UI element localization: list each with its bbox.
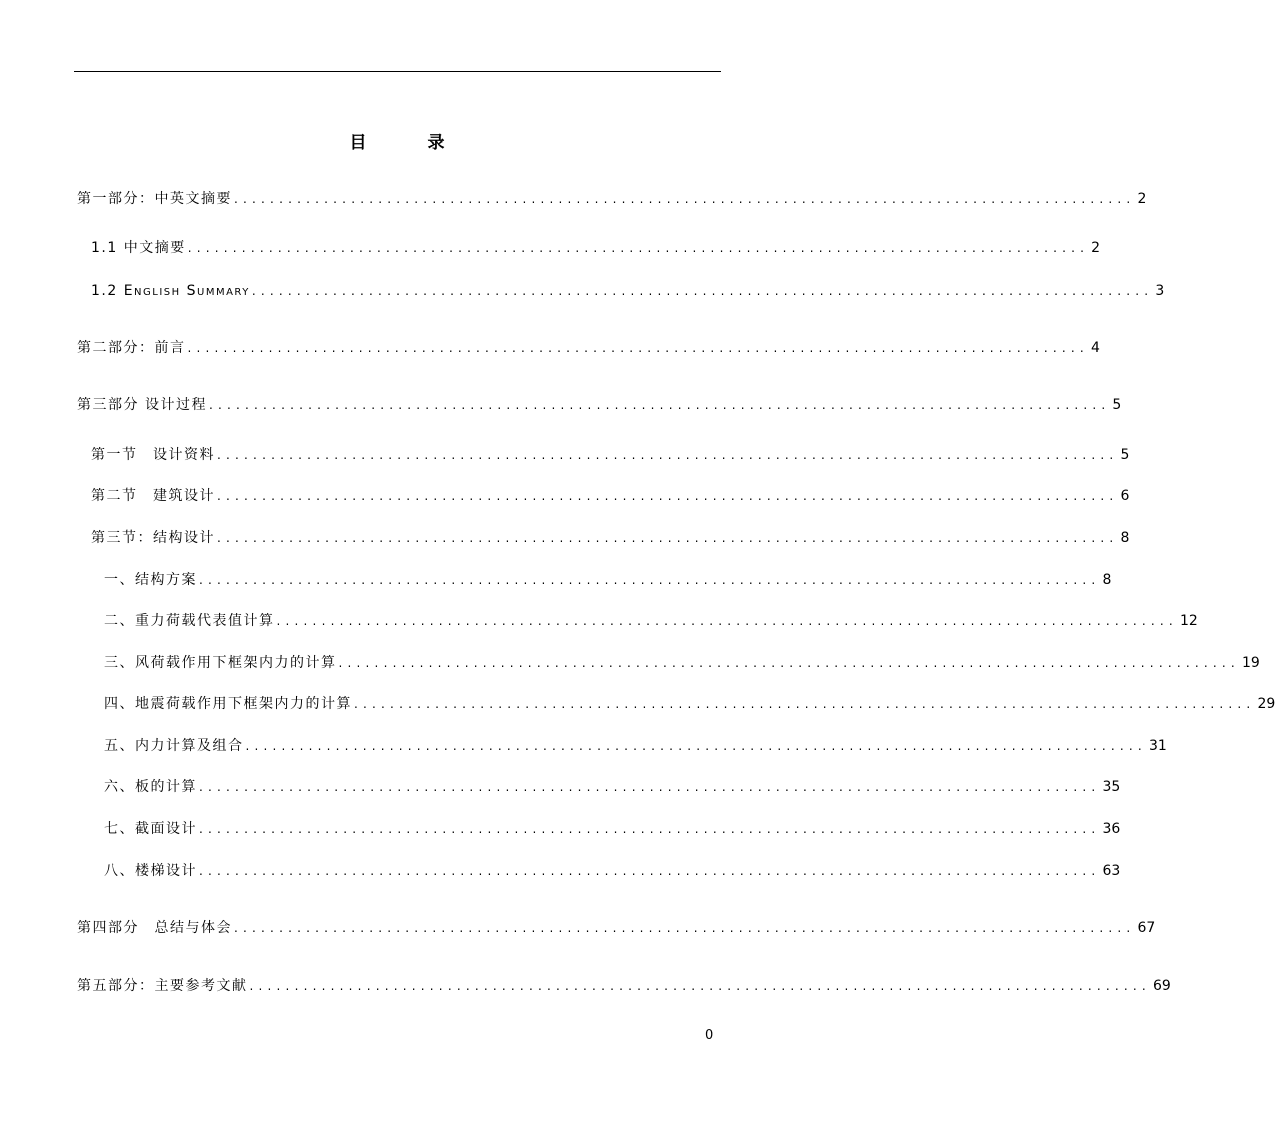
- toc-entry-page: 31: [1148, 738, 1167, 754]
- toc-entry-label: 第二节 建筑设计: [91, 488, 215, 504]
- toc-entry-label: 第一部分：中英文摘要: [77, 191, 232, 207]
- toc-entry-page: 8: [1120, 530, 1130, 546]
- toc-entry-1-1[interactable]: [91, 238, 1101, 258]
- toc-leader-dots: ....................................................................................................: [338, 656, 1240, 670]
- toc-leader-dots: ....................................................................................................: [187, 341, 1089, 355]
- toc-entry-page: 2: [1137, 191, 1147, 207]
- toc-entry-item5[interactable]: [104, 736, 1167, 756]
- toc-entry-item6[interactable]: [104, 777, 1121, 797]
- toc-entry-page: 35: [1102, 779, 1121, 795]
- toc-leader-dots: ....................................................................................................: [199, 780, 1101, 794]
- toc-entry-label: 一、结构方案: [104, 572, 197, 588]
- toc-entry-page: 4: [1090, 340, 1100, 356]
- toc-entry-part5[interactable]: [77, 976, 1171, 996]
- toc-entry-page: 69: [1152, 978, 1171, 994]
- toc-leader-dots: ....................................................................................................: [234, 921, 1136, 935]
- toc-entry-page: 5: [1112, 397, 1122, 413]
- header-rule: [74, 71, 721, 72]
- toc-entry-label: 第一节 设计资料: [91, 447, 215, 463]
- toc-entry-section1[interactable]: [91, 445, 1130, 465]
- toc-leader-dots: ....................................................................................................: [217, 531, 1119, 545]
- toc-entry-item4[interactable]: [104, 694, 1275, 714]
- toc-entry-item7[interactable]: [104, 819, 1121, 839]
- toc-leader-dots: ....................................................................................................: [276, 614, 1178, 628]
- toc-leader-dots: ....................................................................................................: [217, 489, 1119, 503]
- toc-entry-label: 1.1 中文摘要: [91, 240, 186, 256]
- toc-entry-label: 第四部分 总结与体会: [77, 920, 232, 936]
- toc-leader-dots: ....................................................................................................: [251, 284, 1154, 298]
- toc-entry-item2[interactable]: [104, 611, 1198, 631]
- toc-leader-dots: ....................................................................................................: [208, 398, 1111, 412]
- toc-entry-label: 第五部分：主要参考文献: [77, 978, 248, 994]
- toc-title: 目 录: [349, 133, 467, 153]
- toc-entry-label: 七、截面设计: [104, 821, 197, 837]
- toc-leader-dots: ....................................................................................................: [199, 822, 1101, 836]
- toc-entry-item8[interactable]: [104, 861, 1121, 881]
- toc-leader-dots: ....................................................................................................: [249, 979, 1151, 993]
- toc-entry-part4[interactable]: [77, 918, 1156, 938]
- toc-entry-page: 63: [1102, 863, 1121, 879]
- toc-entry-page: 36: [1102, 821, 1121, 837]
- toc-entry-part1[interactable]: [77, 189, 1147, 209]
- toc-entry-page: 12: [1179, 613, 1198, 629]
- toc-entry-page: 19: [1241, 655, 1260, 671]
- toc-entry-label: 1.2 English Summary: [91, 283, 250, 299]
- toc-entry-item3[interactable]: [104, 653, 1260, 673]
- toc-entry-page: 3: [1155, 283, 1165, 299]
- toc-entry-page: 6: [1120, 488, 1130, 504]
- toc-entry-label: 六、板的计算: [104, 779, 197, 795]
- toc-leader-dots: ....................................................................................................: [354, 697, 1256, 711]
- page-number: 0: [705, 1028, 714, 1043]
- toc-entry-page: 8: [1102, 572, 1112, 588]
- toc-entry-label: 四、地震荷载作用下框架内力的计算: [104, 696, 352, 712]
- toc-entry-page: 2: [1091, 240, 1101, 256]
- toc-entry-label: 第三节：结构设计: [91, 530, 215, 546]
- toc-entry-item1[interactable]: [104, 570, 1112, 590]
- toc-leader-dots: ....................................................................................................: [234, 192, 1136, 206]
- toc-entry-page: 67: [1137, 920, 1156, 936]
- toc-entry-part3[interactable]: [77, 395, 1122, 415]
- toc-entry-1-2[interactable]: [91, 281, 1165, 301]
- toc-entry-page: 29: [1257, 696, 1275, 712]
- toc-entry-label: 第二部分：前言: [77, 340, 186, 356]
- toc-entry-label: 二、重力荷载代表值计算: [104, 613, 275, 629]
- toc-leader-dots: ....................................................................................................: [199, 573, 1101, 587]
- toc-entry-part2[interactable]: [77, 338, 1100, 358]
- toc-entry-label: 五、内力计算及组合: [104, 738, 244, 754]
- toc-entry-label: 第三部分 设计过程: [77, 397, 207, 413]
- toc-leader-dots: ....................................................................................................: [187, 241, 1090, 255]
- toc-entry-section3[interactable]: [91, 528, 1130, 548]
- toc-entry-label: 三、风荷载作用下框架内力的计算: [104, 655, 337, 671]
- toc-leader-dots: ....................................................................................................: [245, 739, 1147, 753]
- toc-entry-section2[interactable]: [91, 486, 1130, 506]
- toc-entry-label: 八、楼梯设计: [104, 863, 197, 879]
- toc-leader-dots: ....................................................................................................: [217, 448, 1119, 462]
- toc-entry-page: 5: [1120, 447, 1130, 463]
- toc-leader-dots: ....................................................................................................: [199, 864, 1101, 878]
